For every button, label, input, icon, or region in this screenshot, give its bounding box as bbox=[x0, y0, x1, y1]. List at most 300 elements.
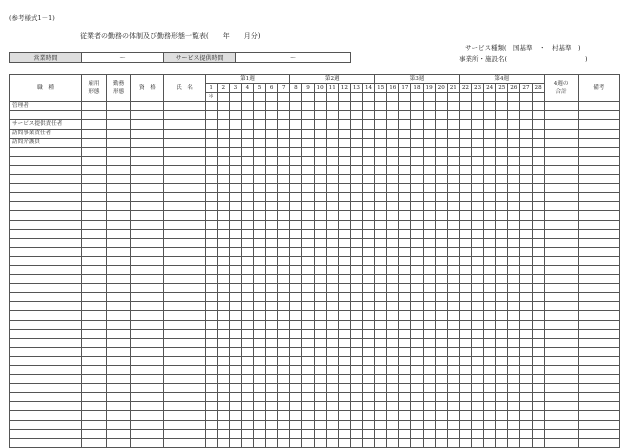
day-hours-cell[interactable] bbox=[375, 138, 387, 147]
day-hours-cell[interactable] bbox=[326, 138, 338, 147]
day-hours-cell[interactable] bbox=[496, 284, 508, 293]
day-hours-cell[interactable] bbox=[447, 256, 459, 265]
day-hours-cell[interactable] bbox=[447, 175, 459, 184]
day-hours-cell[interactable] bbox=[314, 184, 326, 193]
day-hours-cell[interactable] bbox=[241, 211, 253, 220]
work-form-cell[interactable] bbox=[106, 393, 131, 402]
day-hours-cell[interactable] bbox=[229, 329, 241, 338]
remarks-cell[interactable] bbox=[578, 193, 619, 202]
day-hours-cell[interactable] bbox=[229, 138, 241, 147]
remarks-cell[interactable] bbox=[578, 120, 619, 129]
day-hours-cell[interactable] bbox=[266, 111, 278, 120]
day-hours-cell[interactable] bbox=[532, 356, 544, 365]
day-hours-cell[interactable] bbox=[314, 129, 326, 138]
day-hours-cell[interactable] bbox=[314, 256, 326, 265]
day-hours-cell[interactable] bbox=[217, 247, 229, 256]
day-hours-cell[interactable] bbox=[278, 284, 290, 293]
day-hours-cell[interactable] bbox=[217, 393, 229, 402]
day-hours-cell[interactable] bbox=[423, 366, 435, 375]
day-hours-cell[interactable] bbox=[532, 265, 544, 274]
staff-name-cell[interactable] bbox=[164, 129, 205, 138]
day-hours-cell[interactable] bbox=[338, 138, 350, 147]
day-hours-cell[interactable] bbox=[217, 356, 229, 365]
day-hours-cell[interactable] bbox=[326, 202, 338, 211]
day-hours-cell[interactable] bbox=[423, 393, 435, 402]
work-form-cell[interactable] bbox=[106, 311, 131, 320]
day-hours-cell[interactable] bbox=[266, 275, 278, 284]
qualification-cell[interactable] bbox=[131, 311, 164, 320]
total-cell[interactable] bbox=[544, 247, 578, 256]
day-hours-cell[interactable] bbox=[484, 384, 496, 393]
qualification-cell[interactable] bbox=[131, 429, 164, 438]
employment-type-cell[interactable] bbox=[82, 356, 107, 365]
day-hours-cell[interactable] bbox=[411, 356, 423, 365]
day-hours-cell[interactable] bbox=[484, 211, 496, 220]
job-cell[interactable] bbox=[10, 411, 82, 420]
qualification-cell[interactable] bbox=[131, 338, 164, 347]
day-hours-cell[interactable] bbox=[375, 211, 387, 220]
day-hours-cell[interactable] bbox=[471, 165, 483, 174]
day-hours-cell[interactable] bbox=[338, 275, 350, 284]
day-hours-cell[interactable] bbox=[314, 111, 326, 120]
day-hours-cell[interactable] bbox=[387, 184, 399, 193]
day-hours-cell[interactable] bbox=[399, 238, 411, 247]
day-hours-cell[interactable] bbox=[363, 238, 375, 247]
day-hours-cell[interactable] bbox=[278, 238, 290, 247]
day-hours-cell[interactable] bbox=[496, 184, 508, 193]
day-hours-cell[interactable] bbox=[375, 347, 387, 356]
day-hours-cell[interactable] bbox=[399, 193, 411, 202]
day-hours-cell[interactable] bbox=[484, 256, 496, 265]
day-hours-cell[interactable] bbox=[241, 193, 253, 202]
day-hours-cell[interactable] bbox=[278, 129, 290, 138]
day-hours-cell[interactable] bbox=[290, 138, 302, 147]
day-hours-cell[interactable] bbox=[375, 366, 387, 375]
day-hours-cell[interactable] bbox=[229, 393, 241, 402]
day-hours-cell[interactable] bbox=[338, 302, 350, 311]
day-hours-cell[interactable] bbox=[508, 184, 520, 193]
day-hours-cell[interactable] bbox=[302, 347, 314, 356]
job-cell[interactable] bbox=[10, 229, 82, 238]
work-form-cell[interactable] bbox=[106, 184, 131, 193]
day-hours-cell[interactable] bbox=[229, 384, 241, 393]
day-hours-cell[interactable] bbox=[447, 193, 459, 202]
day-hours-cell[interactable] bbox=[229, 165, 241, 174]
day-hours-cell[interactable] bbox=[387, 411, 399, 420]
day-hours-cell[interactable] bbox=[290, 293, 302, 302]
day-hours-cell[interactable] bbox=[205, 147, 217, 156]
day-hours-cell[interactable] bbox=[290, 275, 302, 284]
staff-name-cell[interactable] bbox=[164, 211, 205, 220]
day-hours-cell[interactable] bbox=[471, 384, 483, 393]
day-hours-cell[interactable] bbox=[217, 420, 229, 429]
day-hours-cell[interactable] bbox=[508, 338, 520, 347]
day-hours-cell[interactable] bbox=[363, 284, 375, 293]
day-hours-cell[interactable] bbox=[532, 420, 544, 429]
work-form-cell[interactable] bbox=[106, 275, 131, 284]
day-hours-cell[interactable] bbox=[435, 311, 447, 320]
day-hours-cell[interactable] bbox=[241, 420, 253, 429]
staff-name-cell[interactable] bbox=[164, 138, 205, 147]
day-hours-cell[interactable] bbox=[350, 356, 362, 365]
day-hours-cell[interactable] bbox=[350, 211, 362, 220]
day-hours-cell[interactable] bbox=[399, 247, 411, 256]
day-hours-cell[interactable] bbox=[290, 402, 302, 411]
day-hours-cell[interactable] bbox=[302, 420, 314, 429]
day-hours-cell[interactable] bbox=[435, 375, 447, 384]
day-hours-cell[interactable] bbox=[375, 129, 387, 138]
day-hours-cell[interactable] bbox=[532, 175, 544, 184]
day-hours-cell[interactable] bbox=[290, 347, 302, 356]
day-hours-cell[interactable] bbox=[302, 302, 314, 311]
weekday-cell-23[interactable] bbox=[471, 93, 483, 102]
day-hours-cell[interactable] bbox=[302, 375, 314, 384]
remarks-cell[interactable] bbox=[578, 211, 619, 220]
day-hours-cell[interactable] bbox=[484, 329, 496, 338]
day-hours-cell[interactable] bbox=[496, 175, 508, 184]
day-hours-cell[interactable] bbox=[278, 211, 290, 220]
day-hours-cell[interactable] bbox=[508, 393, 520, 402]
day-hours-cell[interactable] bbox=[471, 193, 483, 202]
day-hours-cell[interactable] bbox=[508, 202, 520, 211]
qualification-cell[interactable] bbox=[131, 238, 164, 247]
job-cell[interactable] bbox=[10, 338, 82, 347]
day-hours-cell[interactable] bbox=[399, 302, 411, 311]
day-hours-cell[interactable] bbox=[302, 402, 314, 411]
day-hours-cell[interactable] bbox=[520, 375, 532, 384]
day-hours-cell[interactable] bbox=[375, 265, 387, 274]
day-hours-cell[interactable] bbox=[326, 111, 338, 120]
day-hours-cell[interactable] bbox=[411, 429, 423, 438]
work-form-cell[interactable] bbox=[106, 256, 131, 265]
day-hours-cell[interactable] bbox=[496, 247, 508, 256]
total-cell[interactable] bbox=[544, 175, 578, 184]
day-hours-cell[interactable] bbox=[338, 311, 350, 320]
day-hours-cell[interactable] bbox=[387, 393, 399, 402]
day-hours-cell[interactable] bbox=[278, 320, 290, 329]
day-hours-cell[interactable] bbox=[350, 429, 362, 438]
day-hours-cell[interactable] bbox=[254, 347, 266, 356]
day-hours-cell[interactable] bbox=[229, 402, 241, 411]
remarks-cell[interactable] bbox=[578, 184, 619, 193]
day-hours-cell[interactable] bbox=[266, 338, 278, 347]
total-cell[interactable] bbox=[544, 147, 578, 156]
day-hours-cell[interactable] bbox=[532, 247, 544, 256]
day-hours-cell[interactable] bbox=[290, 229, 302, 238]
qualification-cell[interactable] bbox=[131, 220, 164, 229]
job-cell[interactable] bbox=[10, 165, 82, 174]
day-hours-cell[interactable] bbox=[217, 111, 229, 120]
day-hours-cell[interactable] bbox=[350, 347, 362, 356]
day-hours-cell[interactable] bbox=[266, 284, 278, 293]
day-hours-cell[interactable] bbox=[314, 429, 326, 438]
day-hours-cell[interactable] bbox=[399, 338, 411, 347]
day-hours-cell[interactable] bbox=[423, 256, 435, 265]
day-hours-cell[interactable] bbox=[241, 120, 253, 129]
day-hours-cell[interactable] bbox=[217, 256, 229, 265]
qualification-cell[interactable] bbox=[131, 184, 164, 193]
day-hours-cell[interactable] bbox=[229, 202, 241, 211]
day-hours-cell[interactable] bbox=[217, 229, 229, 238]
remarks-cell[interactable] bbox=[578, 111, 619, 120]
day-hours-cell[interactable] bbox=[205, 311, 217, 320]
day-hours-cell[interactable] bbox=[399, 256, 411, 265]
day-hours-cell[interactable] bbox=[435, 411, 447, 420]
day-hours-cell[interactable] bbox=[229, 229, 241, 238]
job-cell[interactable] bbox=[10, 356, 82, 365]
day-hours-cell[interactable] bbox=[508, 347, 520, 356]
staff-name-cell[interactable] bbox=[164, 265, 205, 274]
day-hours-cell[interactable] bbox=[399, 156, 411, 165]
day-hours-cell[interactable] bbox=[508, 356, 520, 365]
day-hours-cell[interactable] bbox=[205, 175, 217, 184]
day-hours-cell[interactable] bbox=[399, 402, 411, 411]
day-hours-cell[interactable] bbox=[375, 120, 387, 129]
remarks-cell[interactable] bbox=[578, 247, 619, 256]
day-hours-cell[interactable] bbox=[363, 193, 375, 202]
day-hours-cell[interactable] bbox=[508, 275, 520, 284]
day-hours-cell[interactable] bbox=[314, 238, 326, 247]
day-hours-cell[interactable] bbox=[411, 220, 423, 229]
day-hours-cell[interactable] bbox=[229, 265, 241, 274]
day-hours-cell[interactable] bbox=[423, 238, 435, 247]
day-hours-cell[interactable] bbox=[241, 320, 253, 329]
job-cell[interactable] bbox=[10, 193, 82, 202]
qualification-cell[interactable] bbox=[131, 211, 164, 220]
day-hours-cell[interactable] bbox=[314, 147, 326, 156]
day-hours-cell[interactable] bbox=[314, 411, 326, 420]
day-hours-cell[interactable] bbox=[338, 165, 350, 174]
day-hours-cell[interactable] bbox=[278, 120, 290, 129]
day-hours-cell[interactable] bbox=[411, 338, 423, 347]
job-cell[interactable] bbox=[10, 320, 82, 329]
staff-name-cell[interactable] bbox=[164, 147, 205, 156]
day-hours-cell[interactable] bbox=[326, 356, 338, 365]
day-hours-cell[interactable] bbox=[205, 384, 217, 393]
day-hours-cell[interactable] bbox=[459, 356, 471, 365]
day-hours-cell[interactable] bbox=[496, 265, 508, 274]
day-hours-cell[interactable] bbox=[447, 147, 459, 156]
day-hours-cell[interactable] bbox=[375, 356, 387, 365]
staff-name-cell[interactable] bbox=[164, 202, 205, 211]
day-hours-cell[interactable] bbox=[520, 356, 532, 365]
day-hours-cell[interactable] bbox=[411, 129, 423, 138]
day-hours-cell[interactable] bbox=[338, 384, 350, 393]
day-hours-cell[interactable] bbox=[350, 393, 362, 402]
day-hours-cell[interactable] bbox=[411, 302, 423, 311]
day-hours-cell[interactable] bbox=[338, 393, 350, 402]
day-hours-cell[interactable] bbox=[254, 338, 266, 347]
day-hours-cell[interactable] bbox=[314, 347, 326, 356]
day-hours-cell[interactable] bbox=[520, 347, 532, 356]
day-hours-cell[interactable] bbox=[411, 165, 423, 174]
day-hours-cell[interactable] bbox=[435, 202, 447, 211]
day-hours-cell[interactable] bbox=[399, 184, 411, 193]
day-hours-cell[interactable] bbox=[338, 175, 350, 184]
day-hours-cell[interactable] bbox=[411, 275, 423, 284]
remarks-cell[interactable] bbox=[578, 102, 619, 111]
day-hours-cell[interactable] bbox=[278, 147, 290, 156]
day-hours-cell[interactable] bbox=[350, 320, 362, 329]
day-hours-cell[interactable] bbox=[217, 429, 229, 438]
day-hours-cell[interactable] bbox=[217, 402, 229, 411]
day-hours-cell[interactable] bbox=[423, 202, 435, 211]
day-hours-cell[interactable] bbox=[520, 165, 532, 174]
day-hours-cell[interactable] bbox=[266, 347, 278, 356]
day-hours-cell[interactable] bbox=[423, 356, 435, 365]
day-hours-cell[interactable] bbox=[254, 429, 266, 438]
day-hours-cell[interactable] bbox=[435, 320, 447, 329]
day-hours-cell[interactable] bbox=[254, 393, 266, 402]
day-hours-cell[interactable] bbox=[496, 256, 508, 265]
day-hours-cell[interactable] bbox=[496, 347, 508, 356]
day-hours-cell[interactable] bbox=[387, 429, 399, 438]
employment-type-cell[interactable] bbox=[82, 284, 107, 293]
day-hours-cell[interactable] bbox=[350, 111, 362, 120]
work-form-cell[interactable] bbox=[106, 111, 131, 120]
day-hours-cell[interactable] bbox=[411, 175, 423, 184]
day-hours-cell[interactable] bbox=[363, 265, 375, 274]
day-hours-cell[interactable] bbox=[350, 411, 362, 420]
day-hours-cell[interactable] bbox=[254, 293, 266, 302]
total-cell[interactable] bbox=[544, 238, 578, 247]
day-hours-cell[interactable] bbox=[520, 284, 532, 293]
day-hours-cell[interactable] bbox=[459, 229, 471, 238]
day-hours-cell[interactable] bbox=[314, 356, 326, 365]
day-hours-cell[interactable] bbox=[350, 284, 362, 293]
day-hours-cell[interactable] bbox=[399, 202, 411, 211]
day-hours-cell[interactable] bbox=[520, 338, 532, 347]
day-hours-cell[interactable] bbox=[314, 275, 326, 284]
day-hours-cell[interactable] bbox=[459, 129, 471, 138]
day-hours-cell[interactable] bbox=[314, 193, 326, 202]
day-hours-cell[interactable] bbox=[375, 147, 387, 156]
day-hours-cell[interactable] bbox=[302, 384, 314, 393]
day-hours-cell[interactable] bbox=[338, 102, 350, 111]
total-cell[interactable] bbox=[544, 102, 578, 111]
weekday-cell-18[interactable] bbox=[411, 93, 423, 102]
day-hours-cell[interactable] bbox=[241, 220, 253, 229]
day-hours-cell[interactable] bbox=[496, 393, 508, 402]
remarks-cell[interactable] bbox=[578, 320, 619, 329]
day-hours-cell[interactable] bbox=[217, 202, 229, 211]
total-cell[interactable] bbox=[544, 356, 578, 365]
day-hours-cell[interactable] bbox=[254, 238, 266, 247]
day-hours-cell[interactable] bbox=[229, 347, 241, 356]
day-hours-cell[interactable] bbox=[217, 375, 229, 384]
day-hours-cell[interactable] bbox=[217, 384, 229, 393]
day-hours-cell[interactable] bbox=[508, 320, 520, 329]
day-hours-cell[interactable] bbox=[205, 338, 217, 347]
day-hours-cell[interactable] bbox=[217, 265, 229, 274]
day-hours-cell[interactable] bbox=[254, 220, 266, 229]
day-hours-cell[interactable] bbox=[302, 256, 314, 265]
day-hours-cell[interactable] bbox=[423, 138, 435, 147]
work-form-cell[interactable] bbox=[106, 384, 131, 393]
day-hours-cell[interactable] bbox=[508, 220, 520, 229]
day-hours-cell[interactable] bbox=[326, 265, 338, 274]
day-hours-cell[interactable] bbox=[484, 165, 496, 174]
day-hours-cell[interactable] bbox=[363, 429, 375, 438]
weekday-cell-4[interactable] bbox=[241, 93, 253, 102]
day-hours-cell[interactable] bbox=[314, 202, 326, 211]
employment-type-cell[interactable] bbox=[82, 347, 107, 356]
day-hours-cell[interactable] bbox=[435, 138, 447, 147]
day-hours-cell[interactable] bbox=[338, 211, 350, 220]
day-hours-cell[interactable] bbox=[484, 311, 496, 320]
work-form-cell[interactable] bbox=[106, 375, 131, 384]
day-hours-cell[interactable] bbox=[375, 329, 387, 338]
day-hours-cell[interactable] bbox=[278, 229, 290, 238]
day-hours-cell[interactable] bbox=[484, 402, 496, 411]
day-hours-cell[interactable] bbox=[411, 393, 423, 402]
day-hours-cell[interactable] bbox=[471, 156, 483, 165]
day-hours-cell[interactable] bbox=[435, 366, 447, 375]
staff-name-cell[interactable] bbox=[164, 256, 205, 265]
staff-name-cell[interactable] bbox=[164, 393, 205, 402]
day-hours-cell[interactable] bbox=[338, 338, 350, 347]
day-hours-cell[interactable] bbox=[338, 247, 350, 256]
day-hours-cell[interactable] bbox=[471, 138, 483, 147]
day-hours-cell[interactable] bbox=[241, 293, 253, 302]
remarks-cell[interactable] bbox=[578, 138, 619, 147]
day-hours-cell[interactable] bbox=[484, 429, 496, 438]
day-hours-cell[interactable] bbox=[266, 393, 278, 402]
total-cell[interactable] bbox=[544, 111, 578, 120]
day-hours-cell[interactable] bbox=[278, 193, 290, 202]
day-hours-cell[interactable] bbox=[375, 311, 387, 320]
day-hours-cell[interactable] bbox=[350, 202, 362, 211]
day-hours-cell[interactable] bbox=[459, 366, 471, 375]
day-hours-cell[interactable] bbox=[447, 275, 459, 284]
day-hours-cell[interactable] bbox=[338, 411, 350, 420]
day-hours-cell[interactable] bbox=[290, 429, 302, 438]
day-hours-cell[interactable] bbox=[411, 329, 423, 338]
day-hours-cell[interactable] bbox=[447, 384, 459, 393]
day-hours-cell[interactable] bbox=[508, 420, 520, 429]
day-hours-cell[interactable] bbox=[241, 338, 253, 347]
day-hours-cell[interactable] bbox=[338, 293, 350, 302]
employment-type-cell[interactable] bbox=[82, 202, 107, 211]
day-hours-cell[interactable] bbox=[435, 347, 447, 356]
day-hours-cell[interactable] bbox=[496, 220, 508, 229]
work-form-cell[interactable] bbox=[106, 165, 131, 174]
work-form-cell[interactable] bbox=[106, 147, 131, 156]
day-hours-cell[interactable] bbox=[290, 329, 302, 338]
total-cell[interactable] bbox=[544, 120, 578, 129]
staff-name-cell[interactable] bbox=[164, 375, 205, 384]
weekday-cell-11[interactable] bbox=[326, 93, 338, 102]
day-hours-cell[interactable] bbox=[254, 402, 266, 411]
remarks-cell[interactable] bbox=[578, 156, 619, 165]
day-hours-cell[interactable] bbox=[326, 256, 338, 265]
qualification-cell[interactable] bbox=[131, 384, 164, 393]
day-hours-cell[interactable] bbox=[459, 402, 471, 411]
day-hours-cell[interactable] bbox=[532, 129, 544, 138]
day-hours-cell[interactable] bbox=[363, 202, 375, 211]
day-hours-cell[interactable] bbox=[520, 220, 532, 229]
day-hours-cell[interactable] bbox=[290, 247, 302, 256]
day-hours-cell[interactable] bbox=[217, 165, 229, 174]
day-hours-cell[interactable] bbox=[520, 411, 532, 420]
day-hours-cell[interactable] bbox=[387, 211, 399, 220]
staff-name-cell[interactable] bbox=[164, 111, 205, 120]
day-hours-cell[interactable] bbox=[266, 102, 278, 111]
day-hours-cell[interactable] bbox=[290, 129, 302, 138]
day-hours-cell[interactable] bbox=[326, 311, 338, 320]
remarks-cell[interactable] bbox=[578, 420, 619, 429]
remarks-cell[interactable] bbox=[578, 411, 619, 420]
